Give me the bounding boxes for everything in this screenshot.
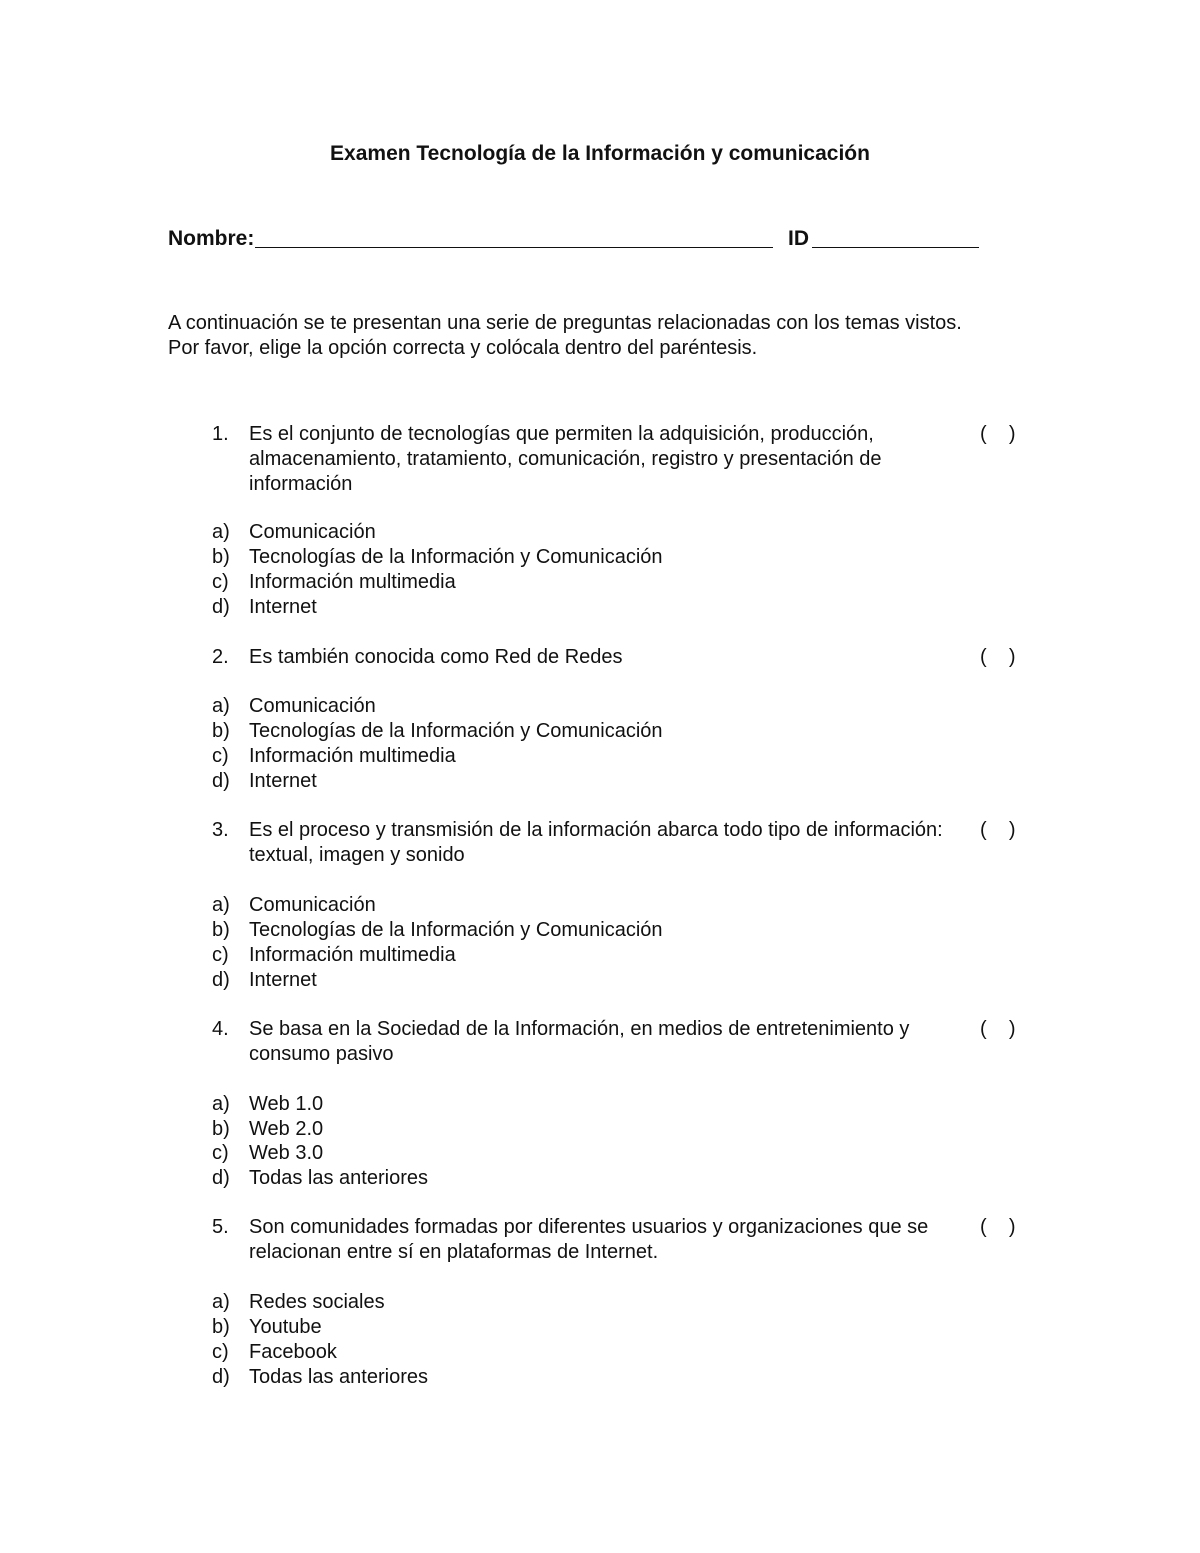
option-text: Internet <box>249 596 317 618</box>
option-letter: a) <box>212 894 230 916</box>
option-text: Web 1.0 <box>249 1093 324 1115</box>
instructions <box>168 311 1048 361</box>
option-letter: d) <box>212 1366 230 1388</box>
question-text: Se basa en la Sociedad de la Información, en medios de entretenimiento y consumo pasivo <box>249 1018 910 1065</box>
question-text: Es el conjunto de tecnologías que permiten la adquisición, producción, almacenamiento, tratamiento, comunicación, registro y presentación de información <box>249 423 882 495</box>
name-label: Nombre: <box>168 227 255 250</box>
question-number: 5. <box>212 1216 229 1238</box>
answer-parentheses[interactable]: ( ) <box>980 1018 1016 1040</box>
answer-parentheses[interactable]: ( ) <box>980 646 1016 668</box>
option-text: Comunicación <box>249 695 376 717</box>
option-text: Internet <box>249 770 317 792</box>
option-text: Tecnologías de la Información y Comunicación <box>249 919 663 941</box>
option-letter: b) <box>212 919 230 941</box>
option-text: Información multimedia <box>249 745 456 767</box>
option-text: Tecnologías de la Información y Comunicación <box>249 720 663 742</box>
option-letter: d) <box>212 770 230 792</box>
option-text: Web 2.0 <box>249 1118 324 1140</box>
option-letter: c) <box>212 745 229 767</box>
instructions-line: Por favor, elige la opción correcta y colócala dentro del paréntesis. <box>168 337 758 359</box>
option-letter: d) <box>212 1167 230 1189</box>
option-letter: c) <box>212 1142 229 1164</box>
option-letter: a) <box>212 1093 230 1115</box>
question-number: 1. <box>212 423 229 445</box>
option-letter: d) <box>212 969 230 991</box>
student-info-row <box>168 226 988 254</box>
option-text: Tecnologías de la Información y Comunicación <box>249 546 663 568</box>
option-text: Redes sociales <box>249 1291 385 1313</box>
option-letter: b) <box>212 546 230 568</box>
option-text: Facebook <box>249 1341 337 1363</box>
option-text: Comunicación <box>249 894 376 916</box>
option-text: Todas las anteriores <box>249 1366 428 1388</box>
option-letter: a) <box>212 695 230 717</box>
option-letter: c) <box>212 571 229 593</box>
option-letter: d) <box>212 596 230 618</box>
question-text: Es también conocida como Red de Redes <box>249 646 623 668</box>
option-letter: a) <box>212 521 230 543</box>
question-number: 4. <box>212 1018 229 1040</box>
question-text: Son comunidades formadas por diferentes usuarios y organizaciones que se relacionan entre sí en plataformas de Internet. <box>249 1216 929 1263</box>
id-label: ID <box>788 227 809 250</box>
option-letter: b) <box>212 720 230 742</box>
page-title: Examen Tecnología de la Información y comunicación <box>330 142 870 165</box>
option-text: Información multimedia <box>249 571 456 593</box>
answer-parentheses[interactable]: ( ) <box>980 1216 1016 1238</box>
option-letter: c) <box>212 1341 229 1363</box>
question-number: 3. <box>212 819 229 841</box>
question-text: Es el proceso y transmisión de la información abarca todo tipo de información: textual, imagen y sonido <box>249 819 943 866</box>
option-text: Web 3.0 <box>249 1142 324 1164</box>
option-text: Comunicación <box>249 521 376 543</box>
option-text: Youtube <box>249 1316 322 1338</box>
option-letter: b) <box>212 1118 230 1140</box>
instructions-line: A continuación se te presentan una serie de preguntas relacionadas con los temas vistos. <box>168 312 962 334</box>
question-number: 2. <box>212 646 229 668</box>
answer-parentheses[interactable]: ( ) <box>980 423 1016 445</box>
option-letter: b) <box>212 1316 230 1338</box>
option-letter: a) <box>212 1291 230 1313</box>
option-text: Información multimedia <box>249 944 456 966</box>
option-text: Internet <box>249 969 317 991</box>
name-line[interactable] <box>255 247 773 248</box>
option-letter: c) <box>212 944 229 966</box>
option-text: Todas las anteriores <box>249 1167 428 1189</box>
id-line[interactable] <box>812 247 979 248</box>
answer-parentheses[interactable]: ( ) <box>980 819 1016 841</box>
